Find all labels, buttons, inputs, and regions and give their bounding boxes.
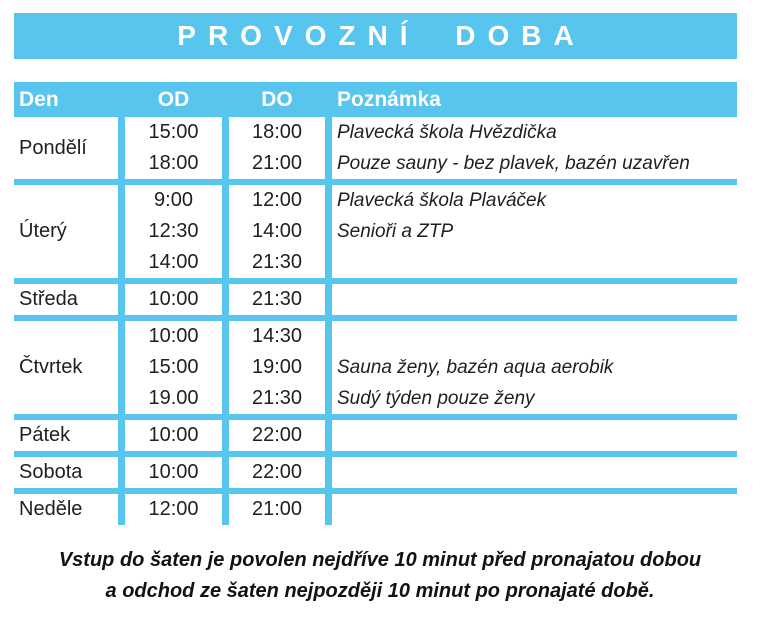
column-separator	[325, 494, 332, 525]
day-group	[14, 185, 737, 278]
footer-note	[0, 545, 760, 607]
column-separator	[222, 494, 229, 525]
time-from-cell: 10:00	[148, 461, 199, 483]
day-cell: Sobota	[19, 461, 83, 483]
column-separator	[222, 321, 229, 414]
day-cell: Čtvrtek	[19, 356, 83, 378]
day-cell: Úterý	[19, 220, 67, 242]
day-group	[14, 284, 737, 315]
note-cell	[332, 247, 737, 278]
time-to-cell: 14:00	[251, 220, 303, 242]
note-cell	[332, 457, 737, 488]
time-to-cell: 21:00	[251, 498, 303, 520]
time-from-cell: 9:00	[154, 189, 193, 211]
time-from-cell: 10:00	[148, 288, 199, 310]
day-cell: Neděle	[19, 498, 83, 520]
column-header-note: Poznámka	[337, 87, 441, 111]
time-to-cell: 22:00	[251, 424, 303, 446]
note-cell: Plavecká škola Hvězdička	[337, 121, 557, 143]
note-cell	[332, 284, 737, 315]
time-to-cell: 22:00	[251, 461, 303, 483]
table-header-row	[14, 82, 737, 117]
footer-note-line2: a odchod ze šaten nejpozději 10 minut po pronajaté době.	[105, 580, 655, 602]
time-from-cell: 19.00	[148, 387, 199, 409]
time-from-cell: 18:00	[148, 152, 199, 174]
column-header-day: Den	[19, 87, 59, 111]
column-separator	[222, 185, 229, 278]
time-from-cell: 15:00	[148, 121, 199, 143]
note-cell	[332, 420, 737, 451]
column-separator	[325, 185, 332, 278]
schedule-table	[14, 82, 737, 525]
note-cell: Senioři a ZTP	[337, 220, 454, 242]
table-body	[14, 117, 737, 525]
time-from-cell: 15:00	[148, 356, 199, 378]
note-cell: Pouze sauny - bez plavek, bazén uzavřen	[337, 152, 690, 174]
day-group	[14, 420, 737, 451]
column-separator	[325, 321, 332, 414]
day-group	[14, 117, 737, 179]
column-separator	[325, 117, 332, 179]
time-from-cell: 14:00	[148, 251, 199, 273]
time-to-cell: 12:00	[251, 189, 303, 211]
time-to-cell: 14:30	[251, 325, 303, 347]
time-from-cell: 10:00	[148, 424, 199, 446]
footer-note-line1: Vstup do šaten je povolen nejdříve 10 minut před pronajatou dobou	[58, 549, 702, 571]
time-from-cell: 12:00	[148, 498, 199, 520]
time-to-cell: 18:00	[251, 121, 303, 143]
time-to-cell: 21:30	[251, 288, 303, 310]
column-separator	[118, 284, 125, 315]
column-separator	[118, 420, 125, 451]
column-separator	[222, 117, 229, 179]
note-cell	[332, 321, 737, 352]
column-separator	[222, 420, 229, 451]
day-group	[14, 494, 737, 525]
time-from-cell: 10:00	[148, 325, 199, 347]
column-separator	[118, 117, 125, 179]
note-cell	[332, 494, 737, 525]
time-to-cell: 21:30	[251, 251, 303, 273]
column-separator	[325, 420, 332, 451]
day-cell: Pondělí	[19, 136, 87, 159]
day-cell: Pátek	[19, 424, 71, 446]
day-cell: Středa	[19, 288, 78, 310]
day-group	[14, 457, 737, 488]
day-group	[14, 321, 737, 414]
note-cell: Sudý týden pouze ženy	[337, 387, 535, 409]
note-cell: Sauna ženy, bazén aqua aerobik	[337, 356, 614, 378]
column-separator	[118, 321, 125, 414]
page-title: PROVOZNÍ DOBA	[14, 13, 737, 59]
note-cell: Plavecká škola Plaváček	[337, 189, 547, 211]
column-separator	[118, 185, 125, 278]
column-header-to: DO	[261, 87, 293, 111]
column-separator	[325, 457, 332, 488]
time-to-cell: 21:30	[251, 387, 303, 409]
time-from-cell: 12:30	[148, 220, 199, 242]
column-separator	[118, 494, 125, 525]
column-separator	[325, 284, 332, 315]
column-header-from: OD	[157, 87, 190, 111]
column-separator	[118, 457, 125, 488]
column-separator	[222, 284, 229, 315]
time-to-cell: 21:00	[251, 152, 303, 174]
column-separator	[222, 457, 229, 488]
time-to-cell: 19:00	[251, 356, 303, 378]
